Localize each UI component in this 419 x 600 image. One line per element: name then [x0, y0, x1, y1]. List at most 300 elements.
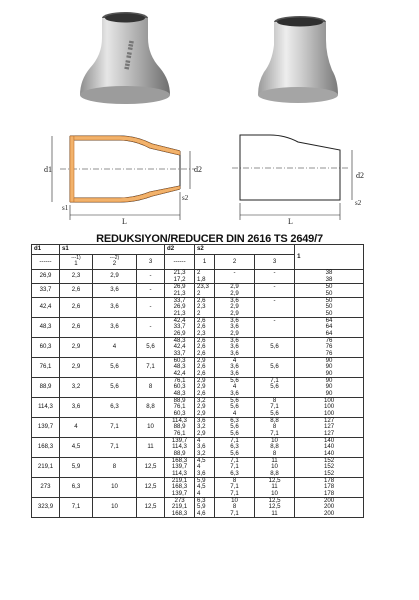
cell-s2-2-value: 7,1 [230, 483, 239, 491]
cell-d2-value: 60,3 [173, 357, 186, 365]
cell-s2-2-value: 4 [232, 357, 237, 365]
cell-l-value: 100 [323, 397, 335, 405]
cell-l-value: 140 [323, 437, 335, 445]
cell-s1-1: 2,6 [60, 318, 93, 338]
cell-s2-3-value: 10 [271, 489, 278, 497]
cell-l-value: 178 [323, 477, 335, 485]
cell-s2-1-value: 2 [197, 289, 201, 297]
cell-s1-3: 7,1 [137, 358, 165, 378]
cell-l [295, 298, 364, 318]
subheader-dash: ------ [32, 255, 60, 270]
cell-d2-value: 42,4 [173, 343, 186, 351]
cell-l [295, 284, 364, 298]
cell-l-value: 90 [325, 377, 333, 385]
cell-s2-1 [195, 318, 215, 338]
cell-s2-1-value: 2,6 [197, 349, 206, 357]
cell-s1-3: - [137, 318, 165, 338]
cell-s2-3 [255, 418, 295, 438]
cell-s2-1-value: 1,8 [197, 275, 206, 283]
subheader-d2-dash: ------ [165, 255, 195, 270]
cell-d1: 114,3 [32, 398, 60, 418]
cell-d2 [165, 358, 195, 378]
cell-d2-value: 33,7 [173, 297, 186, 305]
eccentric-reducer-photo [258, 16, 338, 103]
cell-s2-1-value: 2,6 [197, 369, 206, 377]
cell-s2-1-value: 2,9 [197, 409, 206, 417]
cell-s2-2 [215, 318, 255, 338]
cell-s1-3: 10 [137, 418, 165, 438]
cell-s2-2 [215, 438, 255, 458]
cell-l-value: 50 [325, 297, 333, 305]
table-row [32, 358, 364, 378]
cell-l-value: 90 [325, 369, 333, 377]
cell-s2-2-value: 3,6 [230, 363, 239, 371]
cell-d2 [165, 498, 195, 518]
cell-d2 [165, 418, 195, 438]
cell-s2-1-value: 4 [197, 437, 201, 445]
cell-s2-2-value: 3,6 [230, 389, 239, 397]
cell-l-value: 38 [325, 275, 333, 283]
cell-s2-2 [215, 298, 255, 318]
cell-s1-3: - [137, 284, 165, 298]
cell-s2-2 [215, 458, 255, 478]
subheader-s1-2 [93, 255, 137, 270]
cell-s1-3: - [137, 270, 165, 284]
cell-s2-3 [255, 318, 295, 338]
table-row [32, 438, 364, 458]
cell-l [295, 458, 364, 478]
cell-d2-value: 139,7 [171, 489, 188, 497]
cell-s2-3 [255, 338, 295, 358]
cell-s2-1 [195, 358, 215, 378]
cell-s2-2 [215, 270, 255, 284]
cell-s1-2: 5,6 [93, 378, 137, 398]
cell-l [295, 338, 364, 358]
cell-d2-value: 26,9 [173, 283, 186, 291]
cell-l [295, 418, 364, 438]
cell-d2-value: 48,3 [173, 337, 186, 345]
cell-d2-value: 88,9 [173, 423, 186, 431]
cell-s1-1: 5,9 [60, 458, 93, 478]
cell-s2-1 [195, 270, 215, 284]
cell-l-value: 127 [323, 429, 335, 437]
cell-s2-2-value: 5,6 [230, 423, 239, 431]
cell-s2-3-value: 7,1 [270, 377, 279, 385]
cell-d2-value: 168,3 [171, 457, 188, 465]
cell-s1-3: 8 [137, 378, 165, 398]
cell-s2-1 [195, 458, 215, 478]
cell-s1-3: 12,5 [137, 458, 165, 478]
cell-s1-1: 4 [60, 418, 93, 438]
subheader-s1-2-label: 2 [112, 260, 117, 268]
reducer-spec-table [31, 244, 364, 518]
cell-s2-2-value: 3,6 [230, 317, 239, 325]
cell-d2-value: 21,3 [173, 309, 186, 317]
cell-s2-1-value: 2,9 [197, 403, 206, 411]
cell-s2-1-value: 6,3 [197, 497, 206, 505]
cell-l-value: 152 [323, 457, 335, 465]
cell-l-value: 100 [323, 409, 335, 417]
cell-s2-2-value: 10 [231, 497, 238, 505]
cell-s1-1: 2,3 [60, 270, 93, 284]
cell-d2-value: 42,4 [173, 317, 186, 325]
cell-l-value: 90 [325, 389, 333, 397]
cell-s2-2-value: 2,9 [230, 309, 239, 317]
cell-l [295, 498, 364, 518]
cell-s1-2: 8 [93, 458, 137, 478]
concentric-reducer-drawing [52, 136, 195, 220]
cell-d2-value: 48,3 [173, 363, 186, 371]
header-row [32, 245, 364, 255]
cell-d2-value: 42,4 [173, 369, 186, 377]
cell-d1: 168,3 [32, 438, 60, 458]
cell-d2-value: 76,1 [173, 403, 186, 411]
cell-l-value: 200 [323, 509, 335, 517]
cell-s2-2 [215, 498, 255, 518]
cell-s2-2-value: 5,6 [230, 449, 239, 457]
cell-s2-3-value: 5,6 [270, 409, 279, 417]
cell-l [295, 438, 364, 458]
cell-d2-value: 26,9 [173, 329, 186, 337]
cell-s2-1-value: 2,6 [197, 323, 206, 331]
cell-d2-value: 76,1 [173, 377, 186, 385]
cell-s2-2-value: 3,6 [230, 323, 239, 331]
cell-s2-3-value: 7,1 [270, 429, 279, 437]
cell-s2-2-value: 7,1 [230, 463, 239, 471]
cell-s2-1-value: 2,6 [197, 337, 206, 345]
cell-d2 [165, 478, 195, 498]
cell-l-value: 38 [325, 269, 333, 277]
cell-s1-2: 6,3 [93, 398, 137, 418]
table-row [32, 270, 364, 284]
cell-s2-3-value: - [273, 317, 276, 325]
cell-d1: 323,9 [32, 498, 60, 518]
cell-s2-1-value: 4 [197, 463, 201, 471]
cell-l-value: 64 [325, 317, 333, 325]
cell-l-value: 90 [325, 363, 333, 371]
label-s2-right: s2 [355, 199, 362, 207]
cell-s2-1-value: 5,9 [197, 477, 206, 485]
label-d2-left: d2 [194, 165, 202, 174]
cell-s1-1: 3,2 [60, 378, 93, 398]
header-s1: s1 [60, 245, 165, 255]
cell-s2-2-value: 4 [232, 409, 237, 417]
cell-d2-value: 114,3 [172, 443, 187, 451]
cell-l-value: 127 [323, 423, 335, 431]
cell-s2-1 [195, 378, 215, 398]
cell-s2-1 [195, 338, 215, 358]
table-row [32, 418, 364, 438]
cell-l-value: 200 [323, 503, 335, 511]
label-d1-left: d1 [44, 165, 52, 174]
label-s2-left: s2 [182, 194, 189, 202]
cell-s2-1 [195, 398, 215, 418]
cell-s1-3: 12,5 [137, 478, 165, 498]
cell-s2-2-value: 5,6 [230, 377, 239, 385]
cell-d2-value: 219,1 [171, 477, 188, 485]
cell-d2-value: 76,1 [173, 429, 186, 437]
cell-s2-1-value: 23,3 [197, 283, 209, 291]
cell-d1: 26,9 [32, 270, 60, 284]
cell-s1-2: 3,6 [93, 298, 137, 318]
cell-s2-2-value: 7,1 [230, 437, 239, 445]
cell-s2-3-value [255, 351, 294, 357]
cell-d2-value: 60,3 [173, 409, 186, 417]
cell-s2-1 [195, 478, 215, 498]
cell-l-value: 90 [325, 357, 333, 365]
cell-s2-1-value: 4,5 [197, 457, 206, 465]
cell-s2-3-value [255, 331, 294, 337]
cell-s2-2-value: 3,6 [230, 349, 239, 357]
cell-d2-value: 219,1 [171, 503, 188, 511]
cell-s2-1 [195, 298, 215, 318]
cell-d2 [165, 438, 195, 458]
cell-s2-2-value: 8 [232, 477, 237, 485]
cell-s2-3-value: 8 [272, 423, 277, 431]
cell-l-value: 127 [323, 417, 335, 425]
cell-s2-3 [255, 378, 295, 398]
cell-s2-2 [215, 338, 255, 358]
cell-d2-value: 26,9 [173, 303, 186, 311]
concentric-reducer-photo [80, 12, 170, 104]
cell-s2-2-value: 7,1 [230, 489, 239, 497]
header-l: 1 [295, 245, 364, 270]
subheader-s2-2: 2 [215, 255, 255, 270]
cell-s2-3-value: 11 [271, 509, 278, 517]
cell-d2 [165, 284, 195, 298]
cell-l-value: 200 [323, 497, 335, 505]
cell-s2-2-value: 3,6 [230, 343, 239, 351]
cell-s2-3-value: 10 [271, 463, 278, 471]
cell-s1-1: 4,5 [60, 438, 93, 458]
cell-s2-3 [255, 458, 295, 478]
cell-s2-2-value: 3,6 [230, 337, 239, 345]
cell-d2-value: 88,9 [173, 397, 186, 405]
header-d1: d1 [32, 245, 60, 255]
subheader-s1-3: 3 [137, 255, 165, 270]
cell-s2-1-value: 3,6 [197, 417, 206, 425]
svg-text:▮▮▮ ▮▮ ▮▮▮: ▮▮▮ ▮▮ ▮▮▮ [124, 40, 136, 71]
cell-s2-2-value: 2,9 [230, 289, 239, 297]
cell-d2 [165, 398, 195, 418]
cell-s2-1-value: 3,2 [197, 449, 206, 457]
cell-s2-3-value: 7,1 [270, 403, 279, 411]
cell-d2 [165, 298, 195, 318]
cell-d1: 33,7 [32, 284, 60, 298]
table-row [32, 478, 364, 498]
cell-s1-3: - [137, 298, 165, 318]
label-L-right: L [288, 217, 293, 226]
cell-s2-1-value: 5,9 [197, 503, 206, 511]
cell-s2-3-value [255, 371, 294, 377]
subheader-s1-1-label: 1 [74, 260, 78, 268]
cell-s2-3 [255, 284, 295, 298]
label-d2-right: d2 [356, 171, 364, 180]
cell-s2-1-value: 3,2 [197, 423, 206, 431]
cell-s2-2-value: 2,9 [230, 329, 239, 337]
cell-s1-2: 10 [93, 498, 137, 518]
cell-s2-3-value: 12,5 [268, 503, 281, 511]
cell-s2-2-value: 2,9 [230, 303, 239, 311]
cell-s2-3-value: 8 [272, 397, 277, 405]
subheader-s2-3: 3 [255, 255, 295, 270]
cell-d2-value: 33,7 [173, 349, 186, 357]
header-s2: s2 [195, 245, 295, 255]
cell-s2-1-value: 2,9 [197, 429, 206, 437]
table-row [32, 498, 364, 518]
cell-s2-1-value: 2,9 [197, 377, 206, 385]
cell-s2-1-value: 2 [197, 269, 201, 277]
cell-s2-2-value: 5,6 [230, 397, 239, 405]
table-row [32, 398, 364, 418]
cell-s2-2-value: 2,9 [230, 283, 239, 291]
cell-d2-value: 168,3 [171, 509, 188, 517]
cell-s2-2-value: 7,1 [230, 509, 239, 517]
cell-s2-3-value: - [273, 269, 276, 277]
cell-l-value: 140 [323, 443, 335, 451]
cell-s2-1 [195, 498, 215, 518]
cell-s1-2: 10 [93, 478, 137, 498]
cell-l-value: 100 [323, 403, 335, 411]
cell-l-value: 50 [325, 283, 333, 291]
cell-s2-3 [255, 438, 295, 458]
cell-l [295, 378, 364, 398]
cell-d1: 76,1 [32, 358, 60, 378]
cell-l-value: 50 [325, 303, 333, 311]
cell-s1-1: 2,9 [60, 358, 93, 378]
cell-s2-1-value: 2,3 [197, 303, 206, 311]
subheader-s2-1: 1 [195, 255, 215, 270]
cell-l [295, 398, 364, 418]
cell-s2-1-value: 3,6 [197, 443, 206, 451]
cell-d2-value: 88,9 [173, 449, 186, 457]
cell-d1: 139,7 [32, 418, 60, 438]
cell-s2-3 [255, 478, 295, 498]
reducer-drawings [0, 118, 419, 228]
cell-d2-value: 139,7 [171, 463, 188, 471]
cell-s2-2-value: - [233, 269, 236, 277]
cell-l [295, 318, 364, 338]
cell-d2 [165, 458, 195, 478]
cell-s2-1 [195, 438, 215, 458]
cell-s2-2-value: 8 [232, 503, 237, 511]
label-s1-left: s1 [62, 204, 69, 212]
cell-s2-3-value: 8 [272, 449, 277, 457]
cell-s1-2: 2,9 [93, 270, 137, 284]
cell-d1: 88,9 [32, 378, 60, 398]
cell-d2 [165, 318, 195, 338]
cell-s1-2: 3,6 [93, 318, 137, 338]
cell-s1-2: 4 [93, 338, 137, 358]
cell-s2-2-value: 6,3 [230, 469, 239, 477]
cell-l-value: 76 [325, 349, 333, 357]
cell-s2-1-value: 2,6 [197, 389, 206, 397]
cell-s2-3 [255, 358, 295, 378]
cell-s2-2 [215, 284, 255, 298]
cell-s1-1: 2,9 [60, 338, 93, 358]
cell-s2-3-value [255, 311, 294, 317]
cell-s1-2: 7,1 [93, 418, 137, 438]
cell-s2-1-value: 2,6 [197, 297, 206, 305]
cell-s2-2 [215, 358, 255, 378]
cell-s2-1-value: 4,5 [197, 483, 206, 491]
cell-l-value: 64 [325, 323, 333, 331]
cell-s1-1: 3,6 [60, 398, 93, 418]
cell-s2-1 [195, 418, 215, 438]
cell-l-value: 64 [325, 329, 333, 337]
cell-s2-2-value: 7,1 [230, 457, 239, 465]
cell-s2-3 [255, 270, 295, 284]
cell-s1-1: 2,6 [60, 298, 93, 318]
cell-s2-2-value: 5,6 [230, 403, 239, 411]
cell-d2-value: 139,7 [171, 437, 188, 445]
footnote-2: ---2) [109, 255, 120, 262]
cell-s2-2 [215, 398, 255, 418]
cell-d2-value: 60,3 [173, 383, 186, 391]
cell-s2-1-value: 2,6 [197, 343, 206, 351]
cell-d1: 219,1 [32, 458, 60, 478]
subheader-s1-1 [60, 255, 93, 270]
cell-s2-3-value: 5,6 [270, 383, 279, 391]
cell-s2-2 [215, 418, 255, 438]
cell-s2-1-value: 2 [197, 309, 201, 317]
cell-s2-3-value: 8,8 [270, 469, 279, 477]
cell-d2-value: 17,2 [173, 275, 186, 283]
cell-l-value: 76 [325, 343, 333, 351]
cell-s2-3-value: 5,6 [270, 343, 279, 351]
cell-d1: 48,3 [32, 318, 60, 338]
table-title: REDUKSIYON/REDUCER DIN 2616 TS 2649/7 [96, 233, 323, 245]
cell-d2 [165, 338, 195, 358]
cell-s2-1-value: 2,6 [197, 317, 206, 325]
footnote-1: ---1) [71, 255, 81, 262]
table-row [32, 318, 364, 338]
cell-l [295, 478, 364, 498]
cell-s2-2-value [215, 277, 254, 283]
cell-s2-1 [195, 284, 215, 298]
cell-s1-3: 8,8 [137, 398, 165, 418]
cell-d2-value: 114,3 [172, 417, 187, 425]
cell-s2-1-value: 2,6 [197, 363, 206, 371]
cell-d1: 60,3 [32, 338, 60, 358]
cell-s1-1: 7,1 [60, 498, 93, 518]
cell-s2-3-value: 5,6 [270, 363, 279, 371]
cell-l-value: 76 [325, 337, 333, 345]
cell-s2-1-value: 4 [197, 489, 201, 497]
cell-s2-2-value: 6,3 [230, 443, 239, 451]
cell-s2-2 [215, 478, 255, 498]
cell-l-value: 140 [323, 449, 335, 457]
cell-s2-1-value: 3,2 [197, 397, 206, 405]
cell-s2-1-value: 2,9 [197, 383, 206, 391]
cell-d2-value: 33,7 [173, 323, 186, 331]
table-row [32, 378, 364, 398]
cell-s2-1-value: 2,3 [197, 329, 206, 337]
cell-s2-3-value: 8,8 [270, 417, 279, 425]
header-d2: d2 [165, 245, 195, 255]
cell-l-value: 152 [323, 469, 335, 477]
cell-s1-2: 3,6 [93, 284, 137, 298]
label-L-left: L [122, 217, 127, 226]
cell-l-value: 50 [325, 309, 333, 317]
cell-s1-1: 6,3 [60, 478, 93, 498]
cell-s2-3-value: 12,5 [268, 477, 281, 485]
cell-s1-1: 2,6 [60, 284, 93, 298]
cell-d2-value: 114,3 [172, 469, 187, 477]
cell-s2-2-value: 6,3 [230, 417, 239, 425]
cell-l-value: 50 [325, 289, 333, 297]
cell-s1-2: 5,6 [93, 358, 137, 378]
